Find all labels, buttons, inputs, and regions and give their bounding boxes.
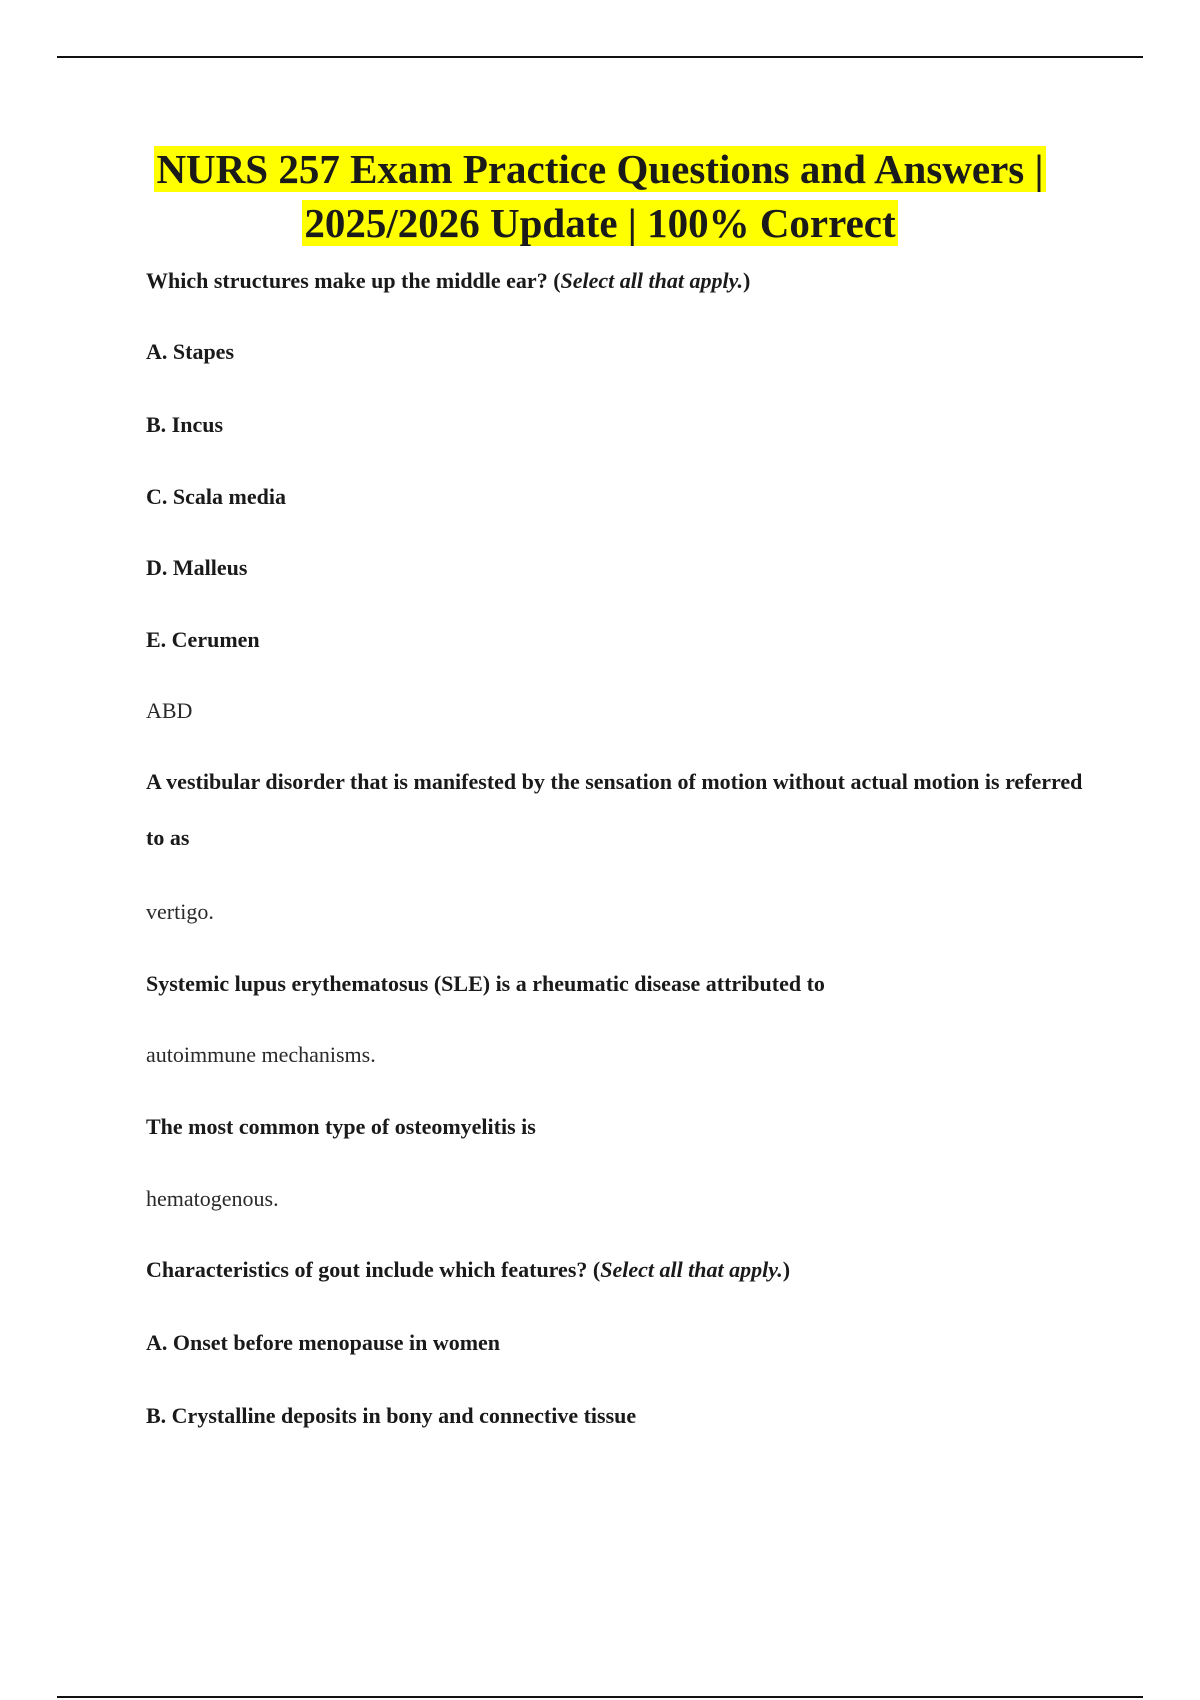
option-b: B. Crystalline deposits in bony and connective tissue <box>146 1403 637 1428</box>
question-3: Systemic lupus erythematosus (SLE) is a rheumatic disease attributed to <box>146 971 825 996</box>
question-text: Characteristics of gout include which features? <box>146 1257 588 1282</box>
option-b: B. Incus <box>146 412 224 437</box>
header-rule <box>57 56 1143 58</box>
footer-rule <box>57 1696 1143 1698</box>
option-d: D. Malleus <box>146 555 248 580</box>
option-c: C. Scala media <box>146 484 286 509</box>
option-a: A. Onset before menopause in women <box>146 1330 501 1355</box>
answer-4: hematogenous. <box>146 1186 279 1211</box>
document-title <box>100 142 1100 250</box>
qualifier: Select all that apply. <box>600 1257 783 1282</box>
question-4: The most common type of osteomyelitis is <box>146 1114 536 1139</box>
qualifier-close: ) <box>782 1257 791 1282</box>
question-text: Which structures make up the middle ear? <box>146 268 548 293</box>
question-2: A vestibular disorder that is manifested by the sensation of motion without actual motion is referred to as <box>146 769 1083 850</box>
answer-2: vertigo. <box>146 899 214 924</box>
option-e: E. Cerumen <box>146 627 260 652</box>
qualifier-open: ( <box>587 1257 601 1282</box>
option-a: A. Stapes <box>146 339 235 364</box>
answer-3: autoimmune mechanisms. <box>146 1042 376 1067</box>
answer-1: ABD <box>146 698 193 723</box>
qualifier: Select all that apply. <box>560 268 744 293</box>
question-5 <box>146 1256 1106 1284</box>
title-line-1: NURS 257 Exam Practice Questions and Answers | <box>156 146 1044 192</box>
qualifier-open: ( <box>547 268 561 293</box>
question-1 <box>146 267 1106 295</box>
qualifier-close: ) <box>743 268 751 293</box>
title-line-2: 2025/2026 Update | 100% Correct <box>304 200 896 246</box>
